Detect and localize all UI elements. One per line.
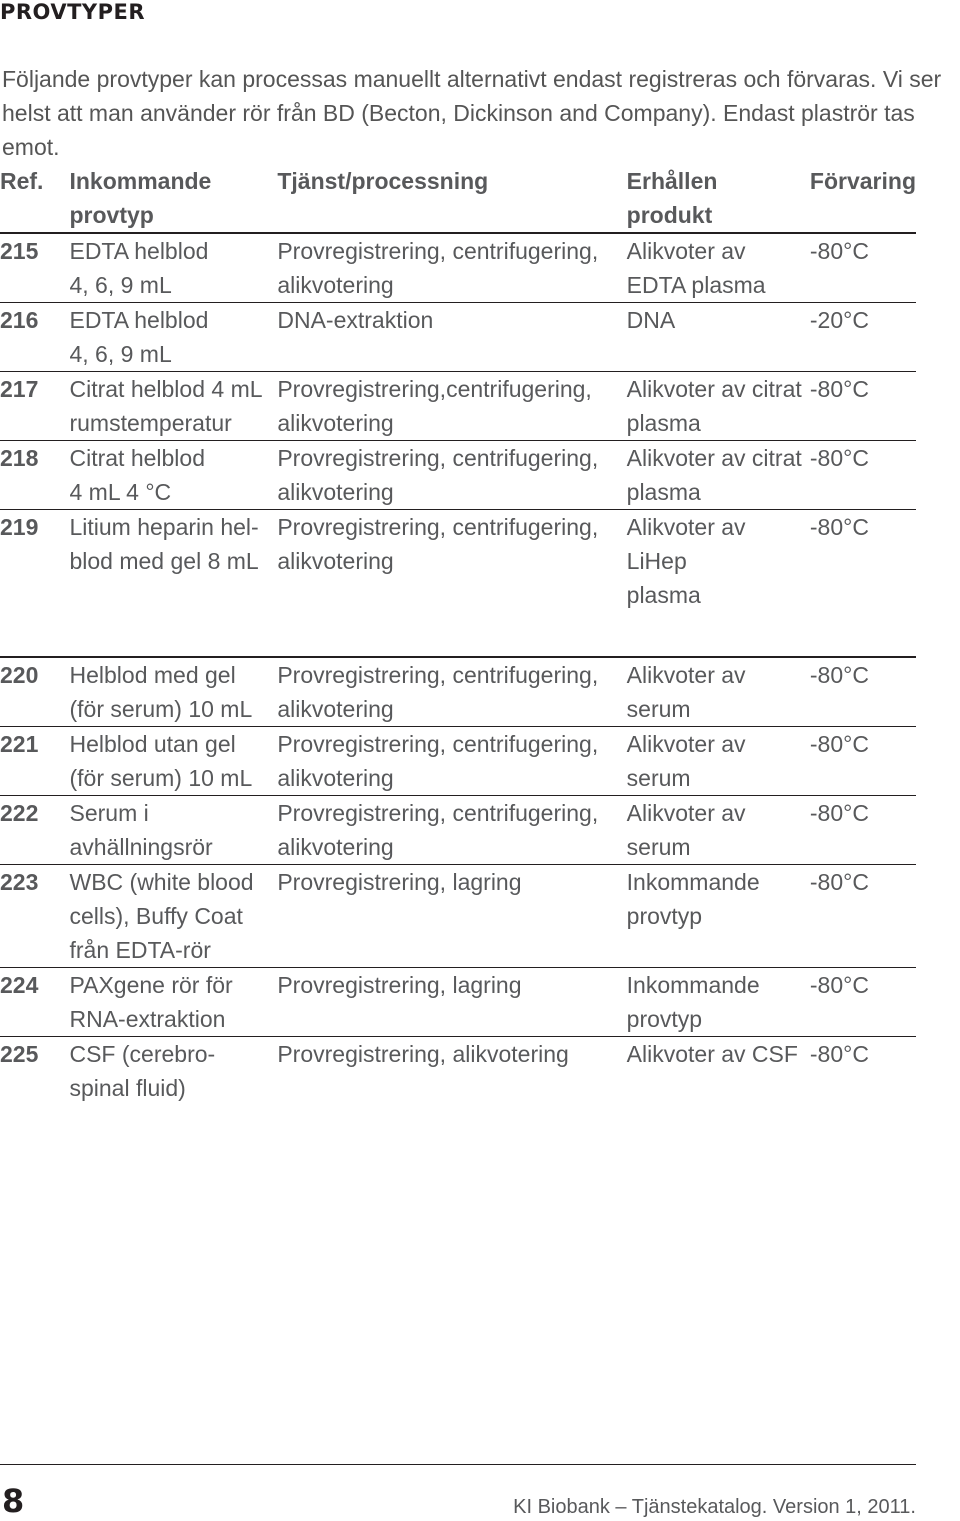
cell-storage: -80°C (810, 372, 916, 441)
cell-ref: 217 (0, 372, 69, 441)
cell-service: Provregistrering, alikvotering (277, 1037, 626, 1106)
header-storage: Förvaring (810, 164, 916, 233)
table-row (0, 657, 916, 727)
cell-service: Provregistrering, centrifugering, alikvotering (277, 657, 626, 727)
cell-ref: 223 (0, 865, 69, 968)
cell-product: Inkommande provtyp (627, 865, 810, 968)
cell-incoming: EDTA helblod 4, 6, 9 mL (69, 238, 209, 298)
cell-incoming: EDTA helblod 4, 6, 9 mL (69, 303, 277, 372)
header-ref: Ref. (0, 164, 69, 233)
cell-incoming: CSF (cerebro- spinal fluid) (69, 1037, 277, 1106)
cell-ref: 221 (0, 727, 69, 796)
table-row (0, 968, 916, 1037)
cell-incoming: WBC (white blood cells), Buffy Coat från EDTA-rör (69, 865, 277, 968)
table-row (0, 1037, 916, 1106)
table-row (0, 865, 916, 968)
cell-product: Alikvoter av EDTA plasma (626, 238, 766, 298)
cell-ref: 224 (0, 968, 69, 1037)
cell-storage: -80°C (809, 238, 869, 264)
cell-storage: -80°C (810, 796, 916, 865)
cell-incoming: Serum i avhällningsrör (69, 796, 277, 865)
cell-incoming: Litium heparin hel- blod med gel 8 mL (69, 510, 277, 658)
cell-ref: 220 (0, 657, 69, 727)
cell-service: Provregistrering, centrifugering, alikvotering (277, 441, 626, 510)
table-row (0, 510, 916, 658)
cell-product: DNA (627, 303, 810, 372)
table-header-row (0, 164, 916, 233)
cell-product: Alikvoter av serum (627, 727, 810, 796)
cell-storage: -80°C (810, 510, 916, 658)
cell-storage: -80°C (810, 657, 916, 727)
cell-storage: -80°C (810, 727, 916, 796)
cell-ref: 222 (0, 796, 69, 865)
table-row (0, 441, 916, 510)
cell-storage: -20°C (810, 303, 916, 372)
cell-product: Inkommande provtyp (627, 968, 810, 1037)
table-row (0, 727, 916, 796)
sample-types-table (0, 164, 916, 1105)
cell-service: Provregistrering, centrifugering, alikvotering (277, 510, 626, 658)
cell-product: Alikvoter av citrat plasma (627, 441, 810, 510)
table-row (0, 303, 916, 372)
footer-text: KI Biobank – Tjänstekatalog. Version 1, 2011. (513, 1496, 916, 1518)
page-number: 8 (2, 1482, 25, 1520)
cell-storage: -80°C (810, 968, 916, 1037)
table-row (0, 233, 916, 303)
cell-product: Alikvoter av LiHep plasma (627, 510, 810, 658)
cell-product: Alikvoter av serum (627, 796, 810, 865)
header-incoming: Inkommande provtyp (69, 164, 277, 233)
cell-incoming: Citrat helblod 4 mL rumstemperatur (69, 372, 277, 441)
page-heading: PROVTYPER (0, 0, 146, 24)
cell-service: Provregistrering,centrifugering, alikvotering (277, 372, 626, 441)
footer-divider (0, 1464, 916, 1465)
cell-incoming: PAXgene rör för RNA-extraktion (69, 968, 277, 1037)
cell-ref: 218 (0, 441, 69, 510)
cell-service: Provregistrering, centrifugering, alikvotering (277, 238, 599, 298)
cell-service: Provregistrering, lagring (277, 968, 626, 1037)
intro-paragraph: Följande provtyper kan processas manuellt alternativt endast registreras och förvaras. Vi ser helst att man använder rör från BD (Becton, Dickinson and Company). Endast plaströr tas emot. (2, 66, 942, 160)
cell-storage: -80°C (810, 1037, 916, 1106)
cell-service: Provregistrering, centrifugering, alikvotering (277, 796, 626, 865)
cell-product: Alikvoter av citrat plasma (627, 372, 810, 441)
cell-service: DNA-extraktion (277, 303, 626, 372)
cell-ref: 219 (0, 510, 69, 658)
cell-ref: 225 (0, 1037, 69, 1106)
cell-storage: -80°C (810, 441, 916, 510)
cell-product: Alikvoter av serum (627, 657, 810, 727)
cell-product: Alikvoter av CSF (627, 1037, 810, 1106)
cell-incoming: Helblod med gel (för serum) 10 mL (69, 657, 277, 727)
cell-ref: 216 (0, 303, 69, 372)
header-service: Tjänst/processning (277, 164, 626, 233)
cell-incoming: Citrat helblod 4 mL 4 °C (69, 441, 277, 510)
cell-service: Provregistrering, lagring (277, 865, 626, 968)
cell-ref: 215 (0, 238, 39, 264)
table-row (0, 372, 916, 441)
cell-incoming: Helblod utan gel (för serum) 10 mL (69, 727, 277, 796)
cell-storage: -80°C (810, 865, 916, 968)
table-row (0, 796, 916, 865)
cell-service: Provregistrering, centrifugering, alikvotering (277, 727, 626, 796)
header-product: Erhållen produkt (627, 164, 810, 233)
